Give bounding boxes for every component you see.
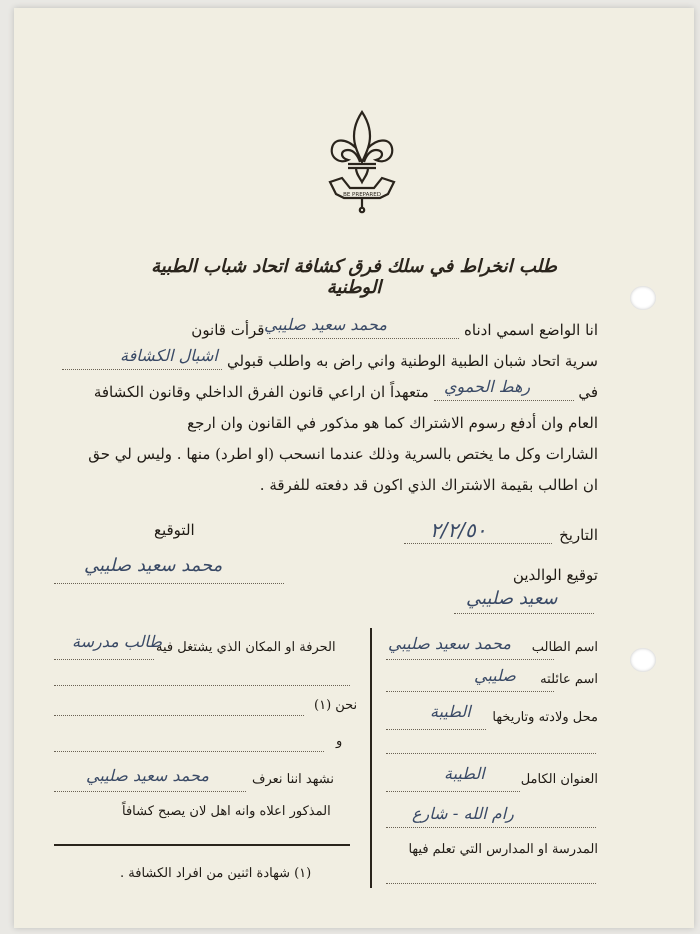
birth-field-extra[interactable] (386, 752, 596, 754)
address-field[interactable] (386, 790, 520, 792)
student-name-label: اسم الطالب (531, 640, 598, 655)
body-line-1 (191, 321, 598, 339)
handwritten-witness-name: محمد سعيد صليبي (86, 766, 209, 785)
birth-label: محل ولادته وتاريخها (492, 710, 598, 725)
testify-label: نشهد اننا نعرف (252, 772, 334, 787)
scout-emblem-icon (326, 108, 398, 216)
trade-label: الحرفة او المكان الذي يشتغل فيه (156, 640, 336, 655)
handwritten-birth-place: الطيبة (430, 702, 471, 721)
handwritten-name: محمد سعيد صليبي (264, 315, 387, 334)
trade-field-2[interactable] (54, 684, 350, 686)
body-text: قرأت قانون (191, 321, 265, 339)
family-name-field[interactable] (386, 690, 554, 692)
handwritten-troop: رهط الحموي (444, 377, 531, 396)
we-label: نحن (١) (314, 698, 358, 713)
emblem-motto: BE PREPARED (343, 192, 381, 198)
handwritten-parent-signature: سعيد صليبي (466, 588, 558, 609)
address-field-2[interactable] (386, 826, 596, 828)
family-name-label: اسم عائلته (540, 672, 598, 687)
date-field[interactable] (404, 542, 552, 544)
form-paper (14, 8, 694, 928)
footnote-rule (54, 844, 350, 846)
witness-1-field[interactable] (54, 714, 304, 716)
column-divider (370, 628, 372, 888)
body-text: في (578, 383, 598, 401)
signature-label: التوقيع (154, 521, 195, 539)
witness-2-field[interactable] (54, 750, 324, 752)
trade-field[interactable] (54, 658, 154, 660)
handwritten-family-name: صليبي (474, 666, 516, 685)
student-name-field[interactable] (386, 658, 554, 660)
handwritten-signature: محمد سعيد صليبي (84, 555, 223, 576)
handwritten-address-1: الطيبة (444, 764, 485, 783)
body-line-4: العام وان أدفع رسوم الاشتراك كما هو مذكور في القانون وان ارجع (187, 414, 598, 432)
handwritten-address-2: رام الله - شارع (412, 804, 514, 823)
birth-field[interactable] (386, 728, 486, 730)
punch-hole (630, 648, 656, 672)
schools-field[interactable] (386, 882, 596, 884)
and-label: و (336, 734, 343, 749)
body-text: متعهداً ان اراعي قانون الفرق الداخلي وقانون الكشافة (93, 383, 429, 401)
form-title: طلب انخراط في سلك فرق كشافة اتحاد شباب الطبية الوطنية (151, 256, 557, 298)
handwritten-date: ٢/٢/٥٠ (430, 518, 487, 542)
mentioned-label: المذكور اعلاه وانه اهل لان يصبح كشافاً (122, 804, 331, 819)
parents-signature-label: توقيع الوالدين (512, 566, 598, 584)
body-text: سرية اتحاد شبان الطبية الوطنية واني راض به واطلب قبولي (226, 352, 598, 370)
signature-field[interactable] (54, 582, 284, 584)
date-label: التاريخ (559, 526, 598, 544)
handwritten-student-name: محمد سعيد صليبي (388, 634, 511, 653)
handwritten-trade: طالب مدرسة (72, 632, 162, 651)
body-line-5: الشارات وكل ما يختص بالسرية وذلك عندما انسحب (او اطرد) منها . وليس لي حق (88, 445, 598, 463)
schools-label: المدرسة او المدارس التي تعلم فيها (408, 842, 598, 857)
handwritten-group: اشبال الكشافة (120, 346, 218, 365)
body-text: انا الواضع اسمي ادناه (464, 321, 598, 339)
testify-field[interactable] (54, 790, 246, 792)
punch-hole (630, 286, 656, 310)
address-label: العنوان الكامل (520, 772, 598, 787)
parents-signature-field[interactable] (454, 612, 594, 614)
body-line-6: ان اطالب بقيمة الاشتراك الذي اكون قد دفعته للفرقة . (259, 476, 598, 494)
footnote: (١) شهادة اثنين من افراد الكشافة . (120, 866, 312, 881)
